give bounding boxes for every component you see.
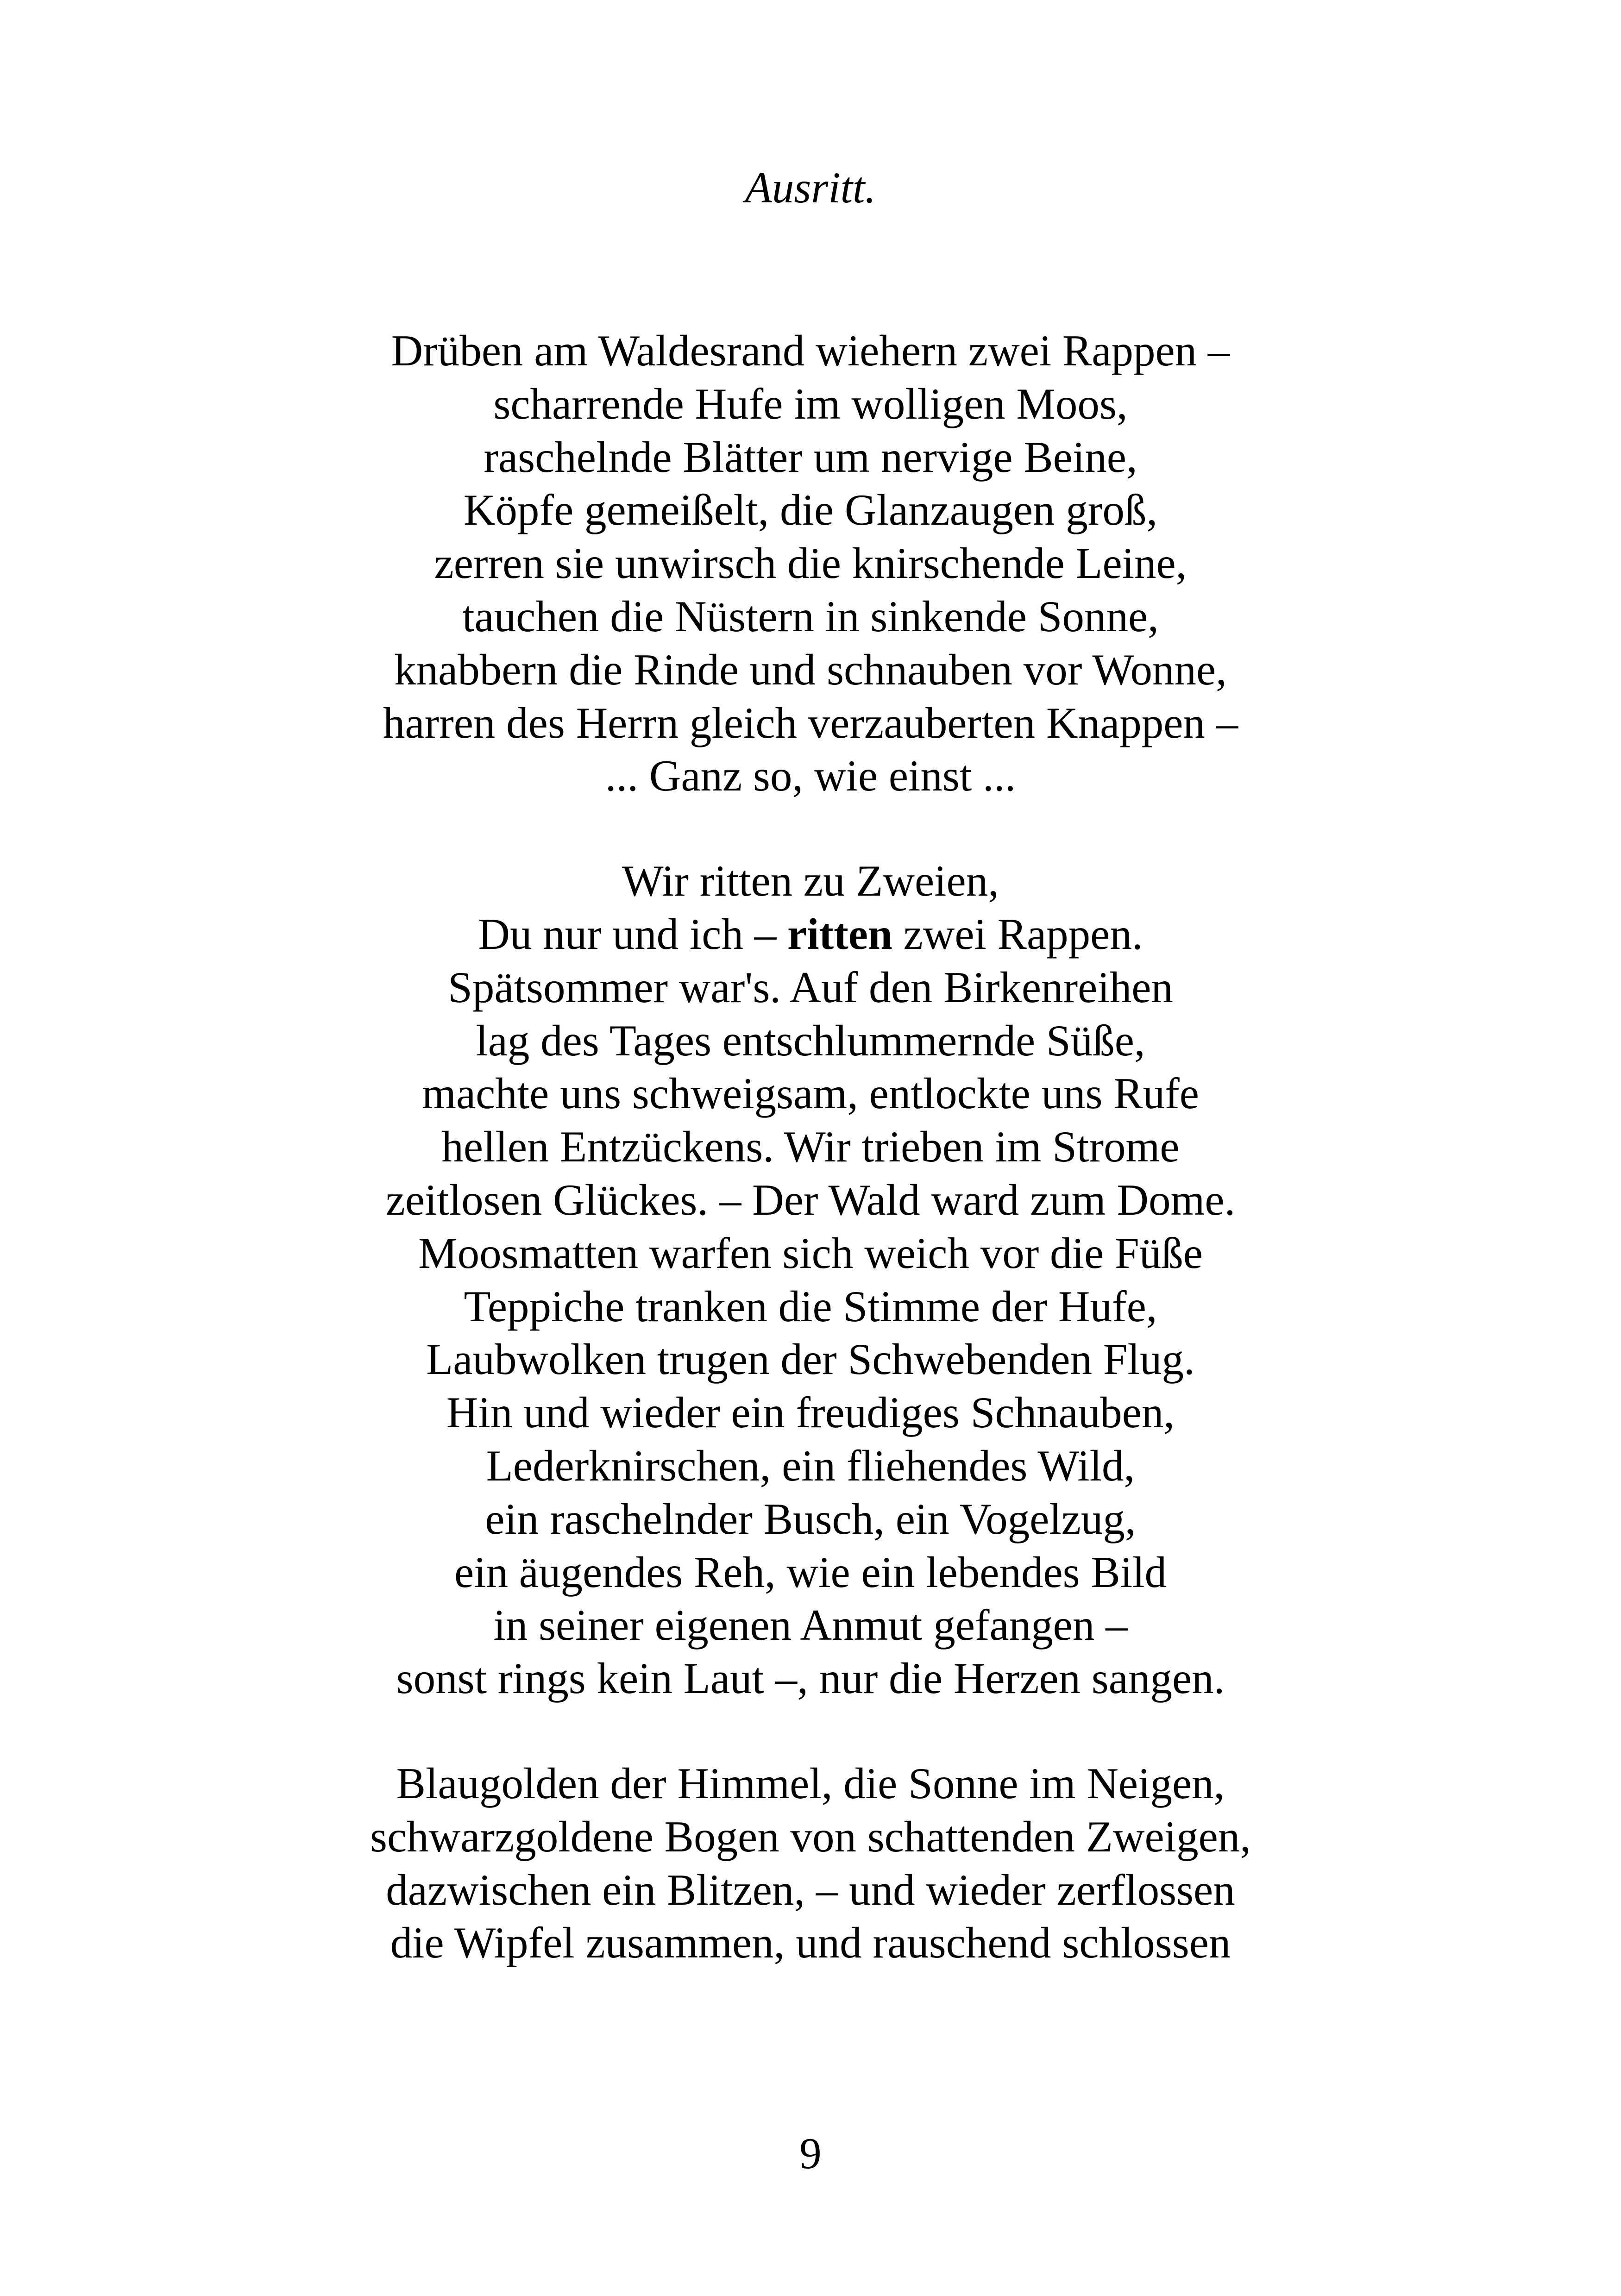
poem-line: Wir ritten zu Zweien, [622,856,999,906]
poem-line: die Wipfel zusammen, und rauschend schlossen [390,1918,1231,1968]
poem-line: hellen Entzückens. Wir trieben im Strome [441,1122,1180,1172]
poem-line: scharrende Hufe im wolligen Moos, [493,379,1128,428]
poem-line: Spätsommer war's. Auf den Birkenreihen [448,962,1173,1012]
poem-line: Hin und wieder ein freudiges Schnauben, [446,1388,1175,1437]
poem-line: tauchen die Nüstern in sinkende Sonne, [462,591,1159,641]
poem-line: machte uns schweigsam, entlockte uns Rufe [422,1069,1199,1118]
poem-line: Laubwolken trugen der Schwebenden Flug. [426,1335,1195,1384]
stanza-2 [0,854,1621,1705]
poem-line: knabbern die Rinde und schnauben vor Wonne, [394,645,1227,694]
poem-line: Blaugolden der Himmel, die Sonne im Neigen, [396,1758,1225,1808]
poem-line: Drüben am Waldesrand wiehern zwei Rappen – [391,326,1230,375]
page-number: 9 [799,2129,822,2178]
line-text: zwei Rappen. [892,909,1143,959]
poem-line: Teppiche tranken die Stimme der Hufe, [464,1281,1157,1331]
emphasized-word: ritten [787,909,892,959]
poem-line: schwarzgoldene Bogen von schattenden Zweigen, [370,1812,1251,1861]
poem-line: ein äugendes Reh, wie ein lebendes Bild [454,1547,1167,1597]
poem-line-with-emphasis [0,908,1621,961]
line-text: Du nur und ich – [478,909,787,959]
stanza-1 [0,324,1621,803]
stanza-3 [0,1757,1621,1970]
poem-body [0,324,1621,2021]
poem-line: sonst rings kein Laut –, nur die Herzen sangen. [396,1654,1225,1703]
poem-line: ... Ganz so, wie einst ... [605,751,1016,801]
poem-line: dazwischen ein Blitzen, – und wieder zerflossen [386,1865,1235,1914]
poem-line: ein raschelnder Busch, ein Vogelzug, [485,1494,1136,1543]
poem-line: raschelnde Blätter um nervige Beine, [484,432,1137,482]
poem-line: Köpfe gemeißelt, die Glanzaugen groß, [463,485,1158,535]
poem-line: zeitlosen Glückes. – Der Wald ward zum Dome. [385,1175,1236,1224]
poem-line: zerren sie unwirsch die knirschende Leine, [434,539,1187,588]
poem-line: in seiner eigenen Anmut gefangen – [493,1600,1128,1650]
poem-line: harren des Herrn gleich verzauberten Knappen – [383,698,1238,747]
poem-line: lag des Tages entschlummernde Süße, [476,1016,1145,1065]
poem-line: Lederknirschen, ein fliehendes Wild, [486,1441,1135,1490]
poem-line: Moosmatten warfen sich weich vor die Füße [418,1228,1203,1278]
poem-title: Ausritt. [745,163,876,212]
